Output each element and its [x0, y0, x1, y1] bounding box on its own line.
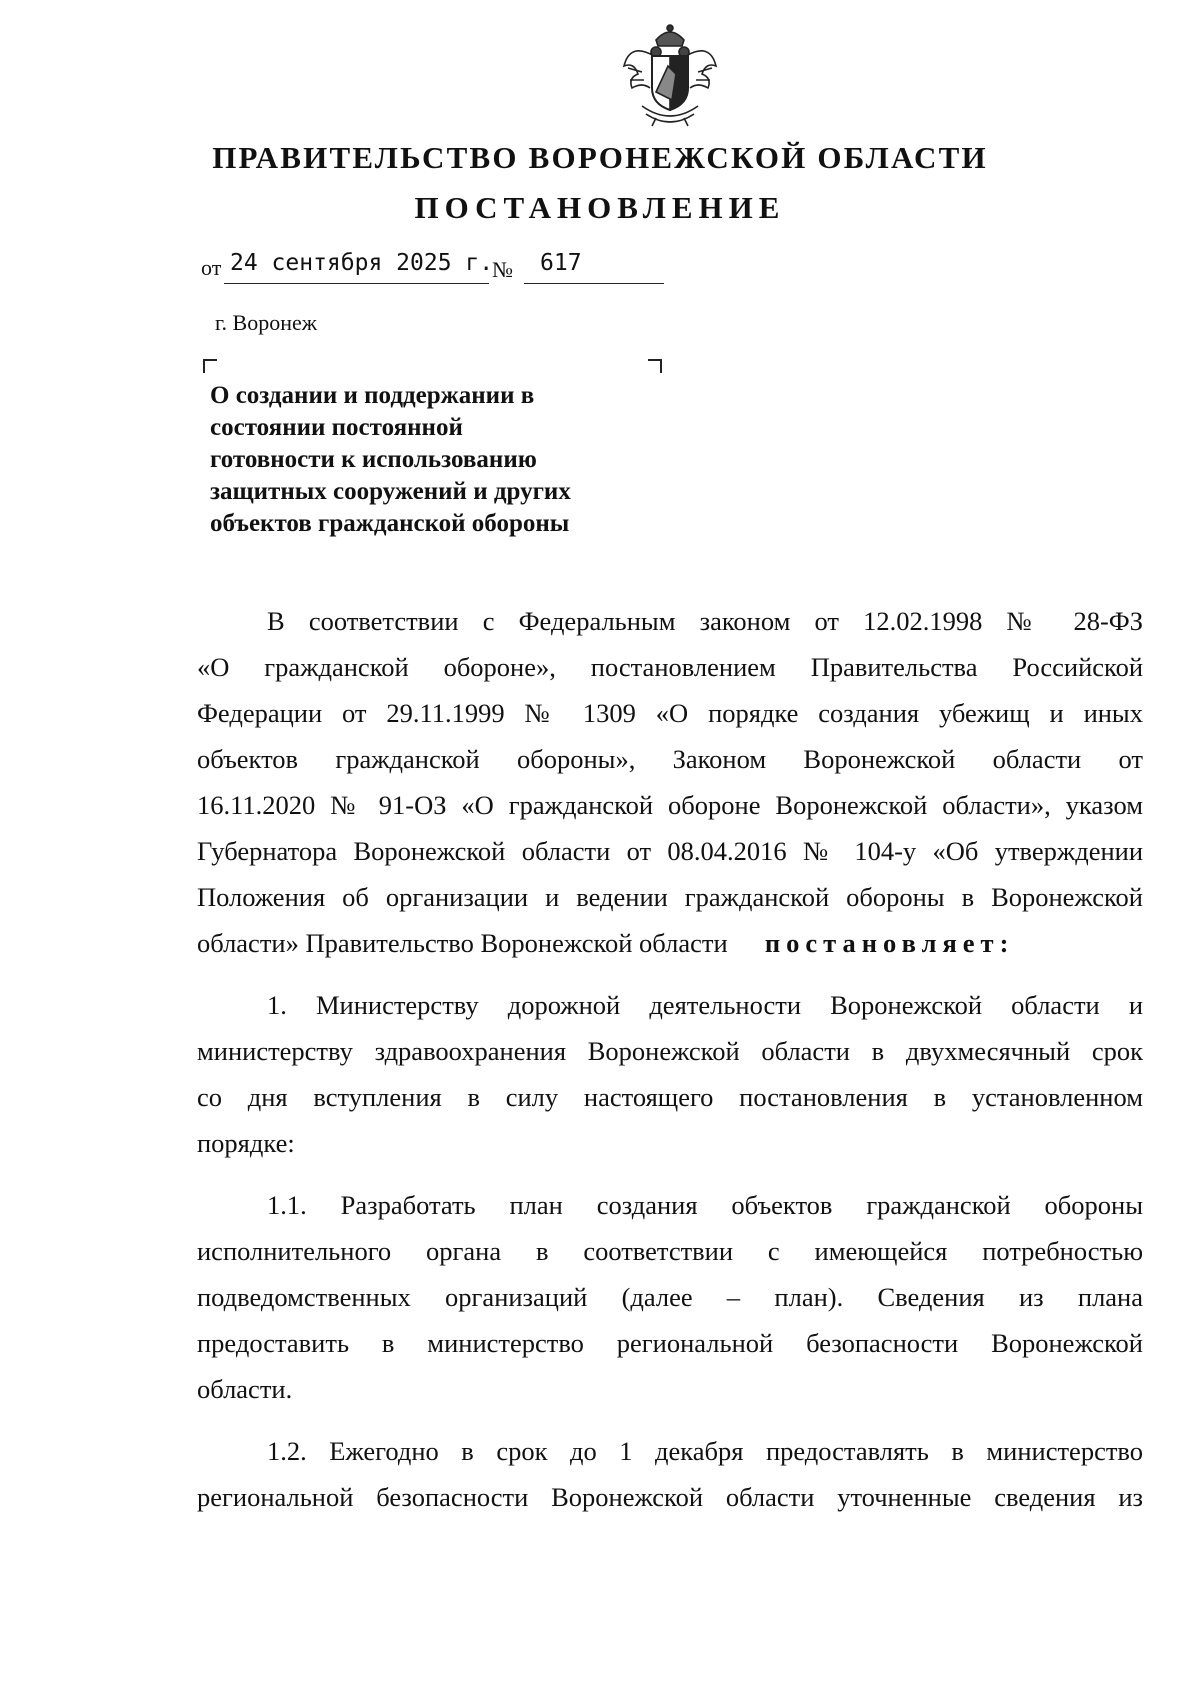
body-line: исполнительного органа в соответствии с имеющейся потребностью [197, 1236, 1143, 1266]
body-line: со дня вступления в силу настоящего постановления в установленном [197, 1082, 1143, 1112]
body-line: области. [197, 1374, 293, 1404]
body-line: порядке: [197, 1128, 295, 1158]
body-line: области» Правительство Воронежской области [197, 928, 728, 958]
organization-title: ПРАВИТЕЛЬСТВО ВОРОНЕЖСКОЙ ОБЛАСТИ [212, 140, 988, 175]
city-label: г. Воронеж [215, 310, 317, 335]
body-line-resolve [197, 928, 1014, 958]
body-line: 1.1. Разработать план создания объектов гражданской обороны [267, 1190, 1143, 1220]
document-number-label: № [492, 257, 513, 282]
document-date: 24 сентября 2025 г. [230, 250, 494, 276]
subject-line: объектов гражданской обороны [210, 510, 570, 537]
body-line: подведомственных организаций (далее – план). Сведения из плана [197, 1282, 1143, 1312]
body-line: региональной безопасности Воронежской области уточненные сведения из [197, 1482, 1143, 1512]
body-line: «О гражданской обороне», постановлением Правительства Российской [197, 652, 1143, 682]
resolve-word: постановляет: [764, 928, 1015, 958]
body-line: Губернатора Воронежской области от 08.04.2016 № 104-у «Об утверждении [197, 836, 1143, 866]
subject-line: готовности к использованию [210, 446, 537, 473]
subject-corner-top-left [203, 359, 217, 373]
body-line: Федерации от 29.11.1999 № 1309 «О порядке создания убежищ и иных [197, 698, 1143, 728]
date-underline [224, 283, 489, 284]
body-line: 16.11.2020 № 91-ОЗ «О гражданской обороне Воронежской области», указом [197, 790, 1143, 820]
subject-line: О создании и поддержании в [210, 382, 535, 409]
document-type-title: ПОСТАНОВЛЕНИЕ [414, 190, 786, 225]
subject-corner-top-right [648, 359, 662, 373]
subject-line: состоянии постоянной [210, 414, 463, 441]
body-line: 1.2. Ежегодно в срок до 1 декабря предоставлять в министерство [267, 1436, 1143, 1466]
subject-line: защитных сооружений и других [210, 478, 571, 505]
body-line: 1. Министерству дорожной деятельности Воронежской области и [267, 990, 1143, 1020]
document-subject [210, 380, 650, 540]
date-from-label: от [201, 255, 222, 280]
body-line: предоставить в министерство региональной безопасности Воронежской [197, 1328, 1143, 1358]
body-line: В соответствии с Федеральным законом от 12.02.1998 № 28-ФЗ [267, 606, 1143, 636]
coat-of-arms-emblem-icon [616, 22, 724, 130]
body-line: Положения об организации и ведении гражданской обороны в Воронежской [197, 882, 1143, 912]
number-underline [524, 283, 664, 284]
document-number: 617 [540, 250, 582, 276]
body-line: министерству здравоохранения Воронежской области в двухмесячный срок [197, 1036, 1143, 1066]
body-line: объектов гражданской обороны», Законом Воронежской области от [197, 744, 1143, 774]
